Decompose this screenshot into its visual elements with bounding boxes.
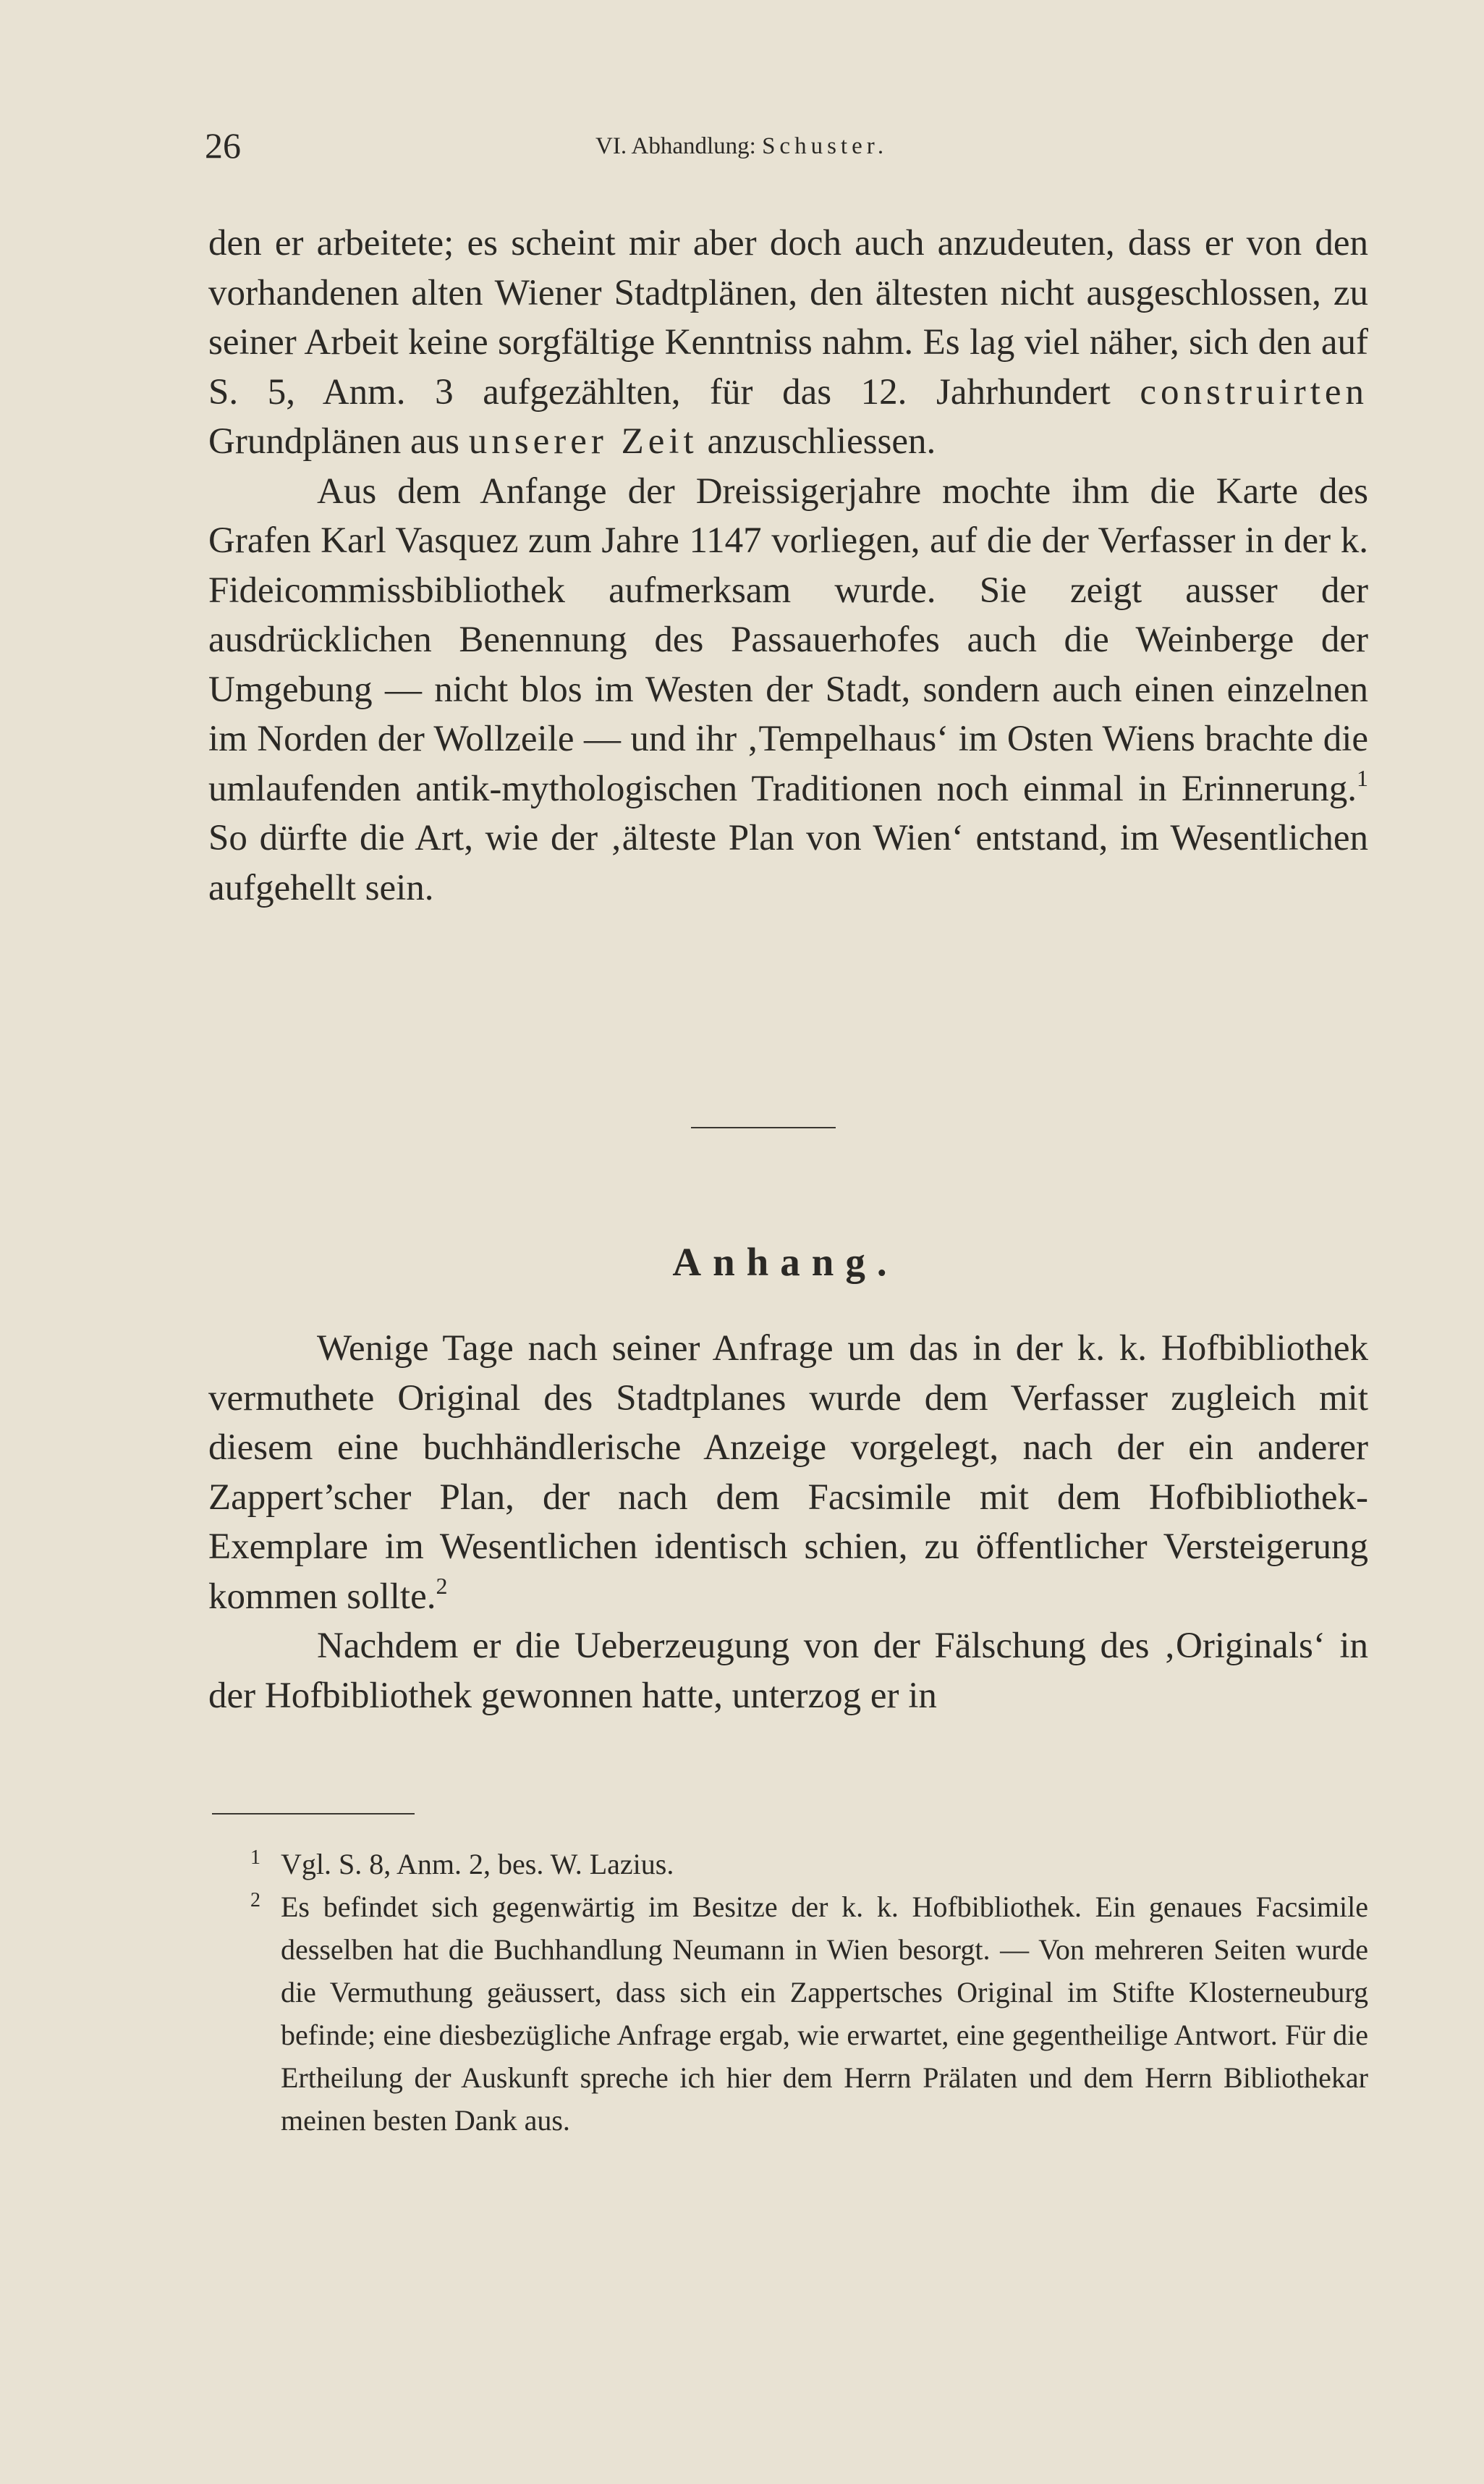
footnote-ref-2: 2 xyxy=(436,1572,448,1599)
paragraph-1-text-c: anzuschliessen. xyxy=(707,421,936,462)
paragraph-2 xyxy=(208,467,1368,913)
paragraph-3-text: Wenige Tage nach seiner Anfrage um das in der k. k. Hofbibliothek vermuthete Original des Stadtplanes wurde dem Verfasser zugleich mit diesem eine buchhändlerische Anzeige vorgelegt, nach der ein anderer Zappert’scher Plan, der nach dem Facsimile mit dem Hofbibliothek-Exemplare im Wesentlichen identisch schien, zu öffentlicher Versteigerung kommen sollte. xyxy=(208,1328,1368,1617)
paragraph-4: Nachdem er die Ueberzeugung von der Fälschung des ‚Originals‘ in der Hofbibliothek gewonnen hatte, unterzog er in xyxy=(208,1626,1368,1716)
paragraph-1-text-b: Grundplänen aus xyxy=(208,421,459,462)
footnote-2-text: Es befindet sich gegenwärtig im Besitze der k. k. Hofbibliothek. Ein genaues Facsimile desselben hat die Buchhandlung Neumann in Wien besorgt. — Von mehreren Seiten wurde die Vermuthung geäussert, dass sich ein Zappertsches Original im Stifte Klosterneuburg befinde; eine diesbezügliche Anfrage ergab, wie erwartet, eine gegentheilige Antwort. Für die Ertheilung der Auskunft spreche ich hier dem Herrn Prälaten und dem Herrn Bibliothekar meinen besten Dank aus. xyxy=(281,1891,1368,2137)
paragraph-1 xyxy=(208,219,1368,467)
running-head-author: Schuster. xyxy=(762,133,889,159)
main-text-upper xyxy=(208,219,1368,913)
footnote-2: 2 Es befindet sich gegenwärtig im Besitze der k. k. Hofbibliothek. Ein genaues Facsimile desselben hat die Buchhandlung Neumann in Wien besorgt. — Von mehreren Seiten wurde die Vermuthung geäussert, dass sich ein Zappertsches Original im Stifte Klosterneuburg befinde; eine diesbezügliche Anfrage ergab, wie erwartet, eine gegentheilige Antwort. Für die Ertheilung der Auskunft spreche ich hier dem Herrn Prälaten und dem Herrn Bibliothekar meinen besten Dank aus. xyxy=(250,1889,1368,2137)
section-divider xyxy=(691,1127,836,1128)
main-text-lower xyxy=(208,1324,1368,1720)
footnote-1-text: Vgl. S. 8, Anm. 2, bes. W. Lazius. xyxy=(281,1848,674,1880)
footnotes xyxy=(208,1843,1368,2142)
footnote-divider xyxy=(212,1813,415,1815)
paragraph-1-emphasis-a: construirten xyxy=(1140,371,1369,413)
paragraph-1-text-a: den er arbeitete; es scheint mir aber doch auch anzudeuten, dass er von den vorhandenen alten Wiener Stadtplänen, den ältesten nicht ausgeschlossen, zu seiner Arbeit keine sorgfältige Kenntniss nahm. Es lag viel näher, sich den auf S. 5, Anm. 3 aufgezählten, für das 12. Jahrhundert xyxy=(208,223,1368,413)
paragraph-2-text-a: Aus dem Anfange der Dreissigerjahre mochte ihm die Karte des Grafen Karl Vasquez zum Jahre 1147 vorliegen, auf die der Verfasser in der k. Fideicommissbibliothek aufmerksam wurde. Sie zeigt ausser der ausdrücklichen Benennung des Passauerhofes auch die Weinberge der Umgebung — nicht blos im Westen der Stadt, sondern auch einen einzelnen im Norden der Wollzeile — und ihr ‚Tempelhaus‘ im Osten Wiens brachte die umlaufenden antik-mythologischen Traditionen noch einmal in Erinnerung. xyxy=(208,470,1368,809)
footnote-1: 1 Vgl. S. 8, Anm. 2, bes. W. Lazius. xyxy=(250,1846,674,1880)
page-number: 26 xyxy=(205,125,241,166)
paragraph-3 xyxy=(208,1324,1368,1621)
running-head xyxy=(595,133,888,160)
page-header xyxy=(205,124,1370,175)
paragraph-2-text-b: So dürfte die Art, wie der ‚älteste Plan von Wien‘ entstand, im Wesentlichen aufgehellt sein. xyxy=(208,818,1368,908)
footnote-ref-1: 1 xyxy=(1357,764,1368,791)
section-heading: Anhang. xyxy=(672,1240,899,1284)
paragraph-1-emphasis-b: unserer Zeit xyxy=(468,421,698,462)
running-head-prefix: VI. Abhandlung: xyxy=(595,133,756,159)
